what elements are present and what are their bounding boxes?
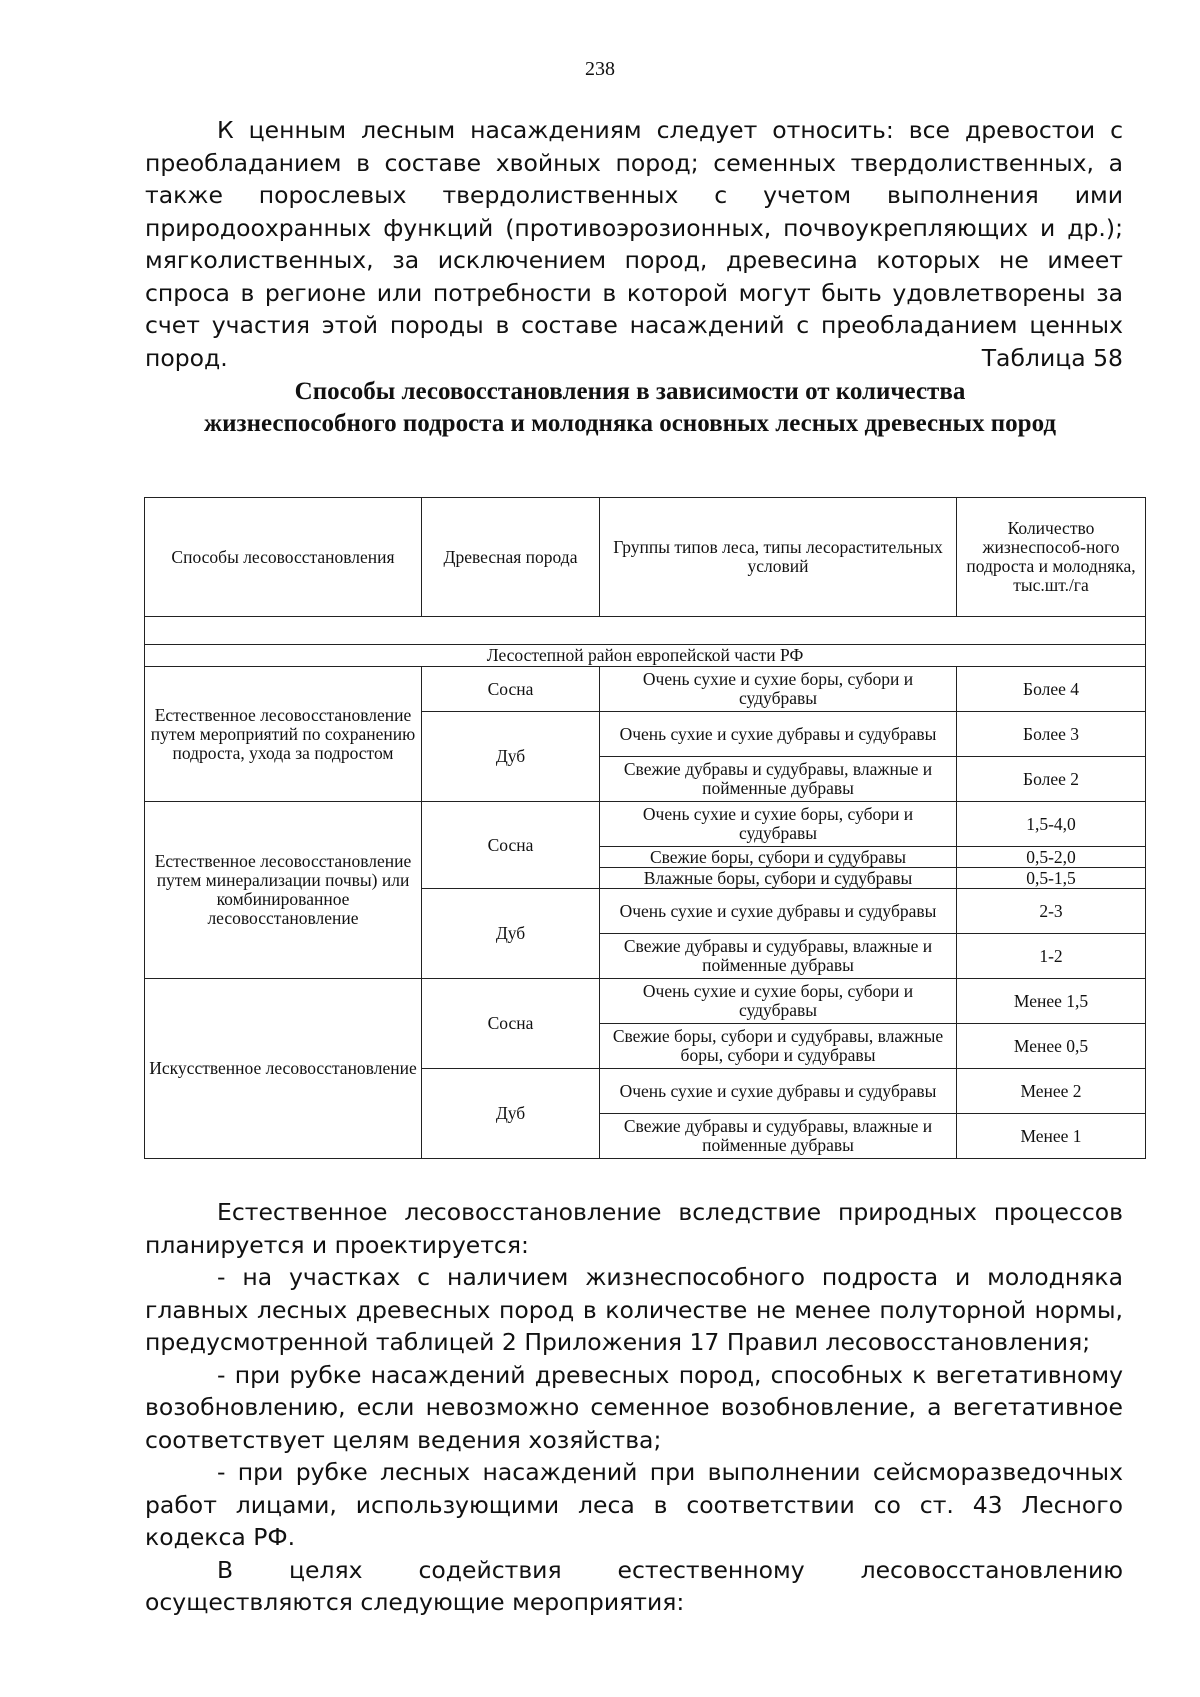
forest-type-cell: Свежие дубравы и судубравы, влажные и пойменные дубравы <box>600 934 957 979</box>
forest-type-cell: Влажные боры, субори и судубравы <box>600 868 957 889</box>
forest-type-cell: Очень сухие и сухие дубравы и судубравы <box>600 1069 957 1114</box>
method-cell: Естественное лесовосстановление путем минерализации почвы) или комбинированное лесовосстановление <box>145 802 422 979</box>
header-forest-types: Группы типов леса, типы лесорастительных условий <box>600 498 957 617</box>
quantity-cell: Менее 0,5 <box>957 1024 1146 1069</box>
after-text <box>145 1196 1123 1619</box>
species-cell: Сосна <box>422 802 600 889</box>
header-species: Древесная порода <box>422 498 600 617</box>
species-cell: Дуб <box>422 712 600 802</box>
quantity-cell: Менее 1,5 <box>957 979 1146 1024</box>
region-cell: Лесостепной район европейской части РФ <box>145 645 1146 667</box>
forest-type-cell: Очень сухие и сухие боры, субори и судубравы <box>600 802 957 847</box>
forest-type-cell: Свежие боры, субори и судубравы, влажные боры, субори и судубравы <box>600 1024 957 1069</box>
table-row <box>145 667 1146 712</box>
species-cell: Сосна <box>422 979 600 1069</box>
table-header-row <box>145 498 1146 617</box>
forest-type-cell: Свежие боры, субори и судубравы <box>600 847 957 868</box>
species-cell: Дуб <box>422 889 600 979</box>
empty-cell <box>145 617 1146 645</box>
quantity-cell: 2-3 <box>957 889 1146 934</box>
table-empty-row <box>145 617 1146 645</box>
quantity-cell: Более 2 <box>957 757 1146 802</box>
table-row <box>145 979 1146 1024</box>
quantity-cell: Менее 1 <box>957 1114 1146 1159</box>
forest-type-cell: Свежие дубравы и судубравы, влажные и пойменные дубравы <box>600 757 957 802</box>
header-quantity: Количество жизнеспособ-ного подроста и молодняка, тыс.шт./га <box>957 498 1146 617</box>
forest-type-cell: Очень сухие и сухие боры, субори и судубравы <box>600 979 957 1024</box>
species-cell: Сосна <box>422 667 600 712</box>
quantity-cell: Менее 2 <box>957 1069 1146 1114</box>
intro-paragraph: К ценным лесным насаждениям следует относить: все древостои с преобладанием в составе хвойных пород; семенных твердолиственных, а также порослевых твердолиственных с учетом выполнения ими природоохранных функций (противоэрозионных, почвоукрепляющих и др.); мягколиственных, за исключением пород, древесина которых не имеет спроса в регионе или потребности в которой могут быть удовлетворены за счет участия этой породы в составе насаждений с преобладанием ценных пород. <box>145 116 1123 372</box>
quantity-cell: 1-2 <box>957 934 1146 979</box>
forest-type-cell: Свежие дубравы и судубравы, влажные и пойменные дубравы <box>600 1114 957 1159</box>
table-title: Способы лесовосстановления в зависимости от количества жизнеспособного подроста и молодняка основных лесных древесных пород <box>203 378 1056 437</box>
table-row <box>145 802 1146 847</box>
table-number: Таблица 58 <box>981 344 1123 372</box>
quantity-cell: Более 4 <box>957 667 1146 712</box>
forest-type-cell: Очень сухие и сухие дубравы и судубравы <box>600 889 957 934</box>
table-region-row <box>145 645 1146 667</box>
list-item: - при рубке лесных насаждений при выполнении сейсморазведочных работ лицами, использующими леса в соответствии со ст. 43 Лесного кодекса РФ. <box>145 1458 1123 1551</box>
quantity-cell: 0,5-2,0 <box>957 847 1146 868</box>
reforestation-table <box>144 497 1146 1159</box>
method-cell: Естественное лесовосстановление путем мероприятий по сохранению подроста, ухода за подростом <box>145 667 422 802</box>
list-item: - при рубке насаждений древесных пород, способных к вегетативному возобновлению, если невозможно семенное возобновление, а вегетативное соответствует целям ведения хозяйства; <box>145 1360 1123 1454</box>
list-item: - на участках с наличием жизнеспособного подроста и молодняка главных лесных древесных пород в количестве не менее полуторной нормы, предусмотренной таблицей 2 Приложения 17 Правил лесовосстановления; <box>145 1263 1123 1356</box>
forest-type-cell: Очень сухие и сухие боры, субори и судубравы <box>600 667 957 712</box>
species-cell: Дуб <box>422 1069 600 1159</box>
quantity-cell: Более 3 <box>957 712 1146 757</box>
method-cell: Искусственное лесовосстановление <box>145 979 422 1159</box>
quantity-cell: 0,5-1,5 <box>957 868 1146 889</box>
forest-type-cell: Очень сухие и сухие дубравы и судубравы <box>600 712 957 757</box>
paragraph: В целях содействия естественному лесовосстановлению осуществляются следующие мероприятия: <box>145 1555 1123 1616</box>
quantity-cell: 1,5-4,0 <box>957 802 1146 847</box>
header-method: Способы лесовосстановления <box>145 498 422 617</box>
page-number: 238 <box>585 58 615 80</box>
intro-text <box>145 114 1123 374</box>
paragraph: Естественное лесовосстановление вследствие природных процессов планируется и проектируется: <box>145 1198 1123 1259</box>
